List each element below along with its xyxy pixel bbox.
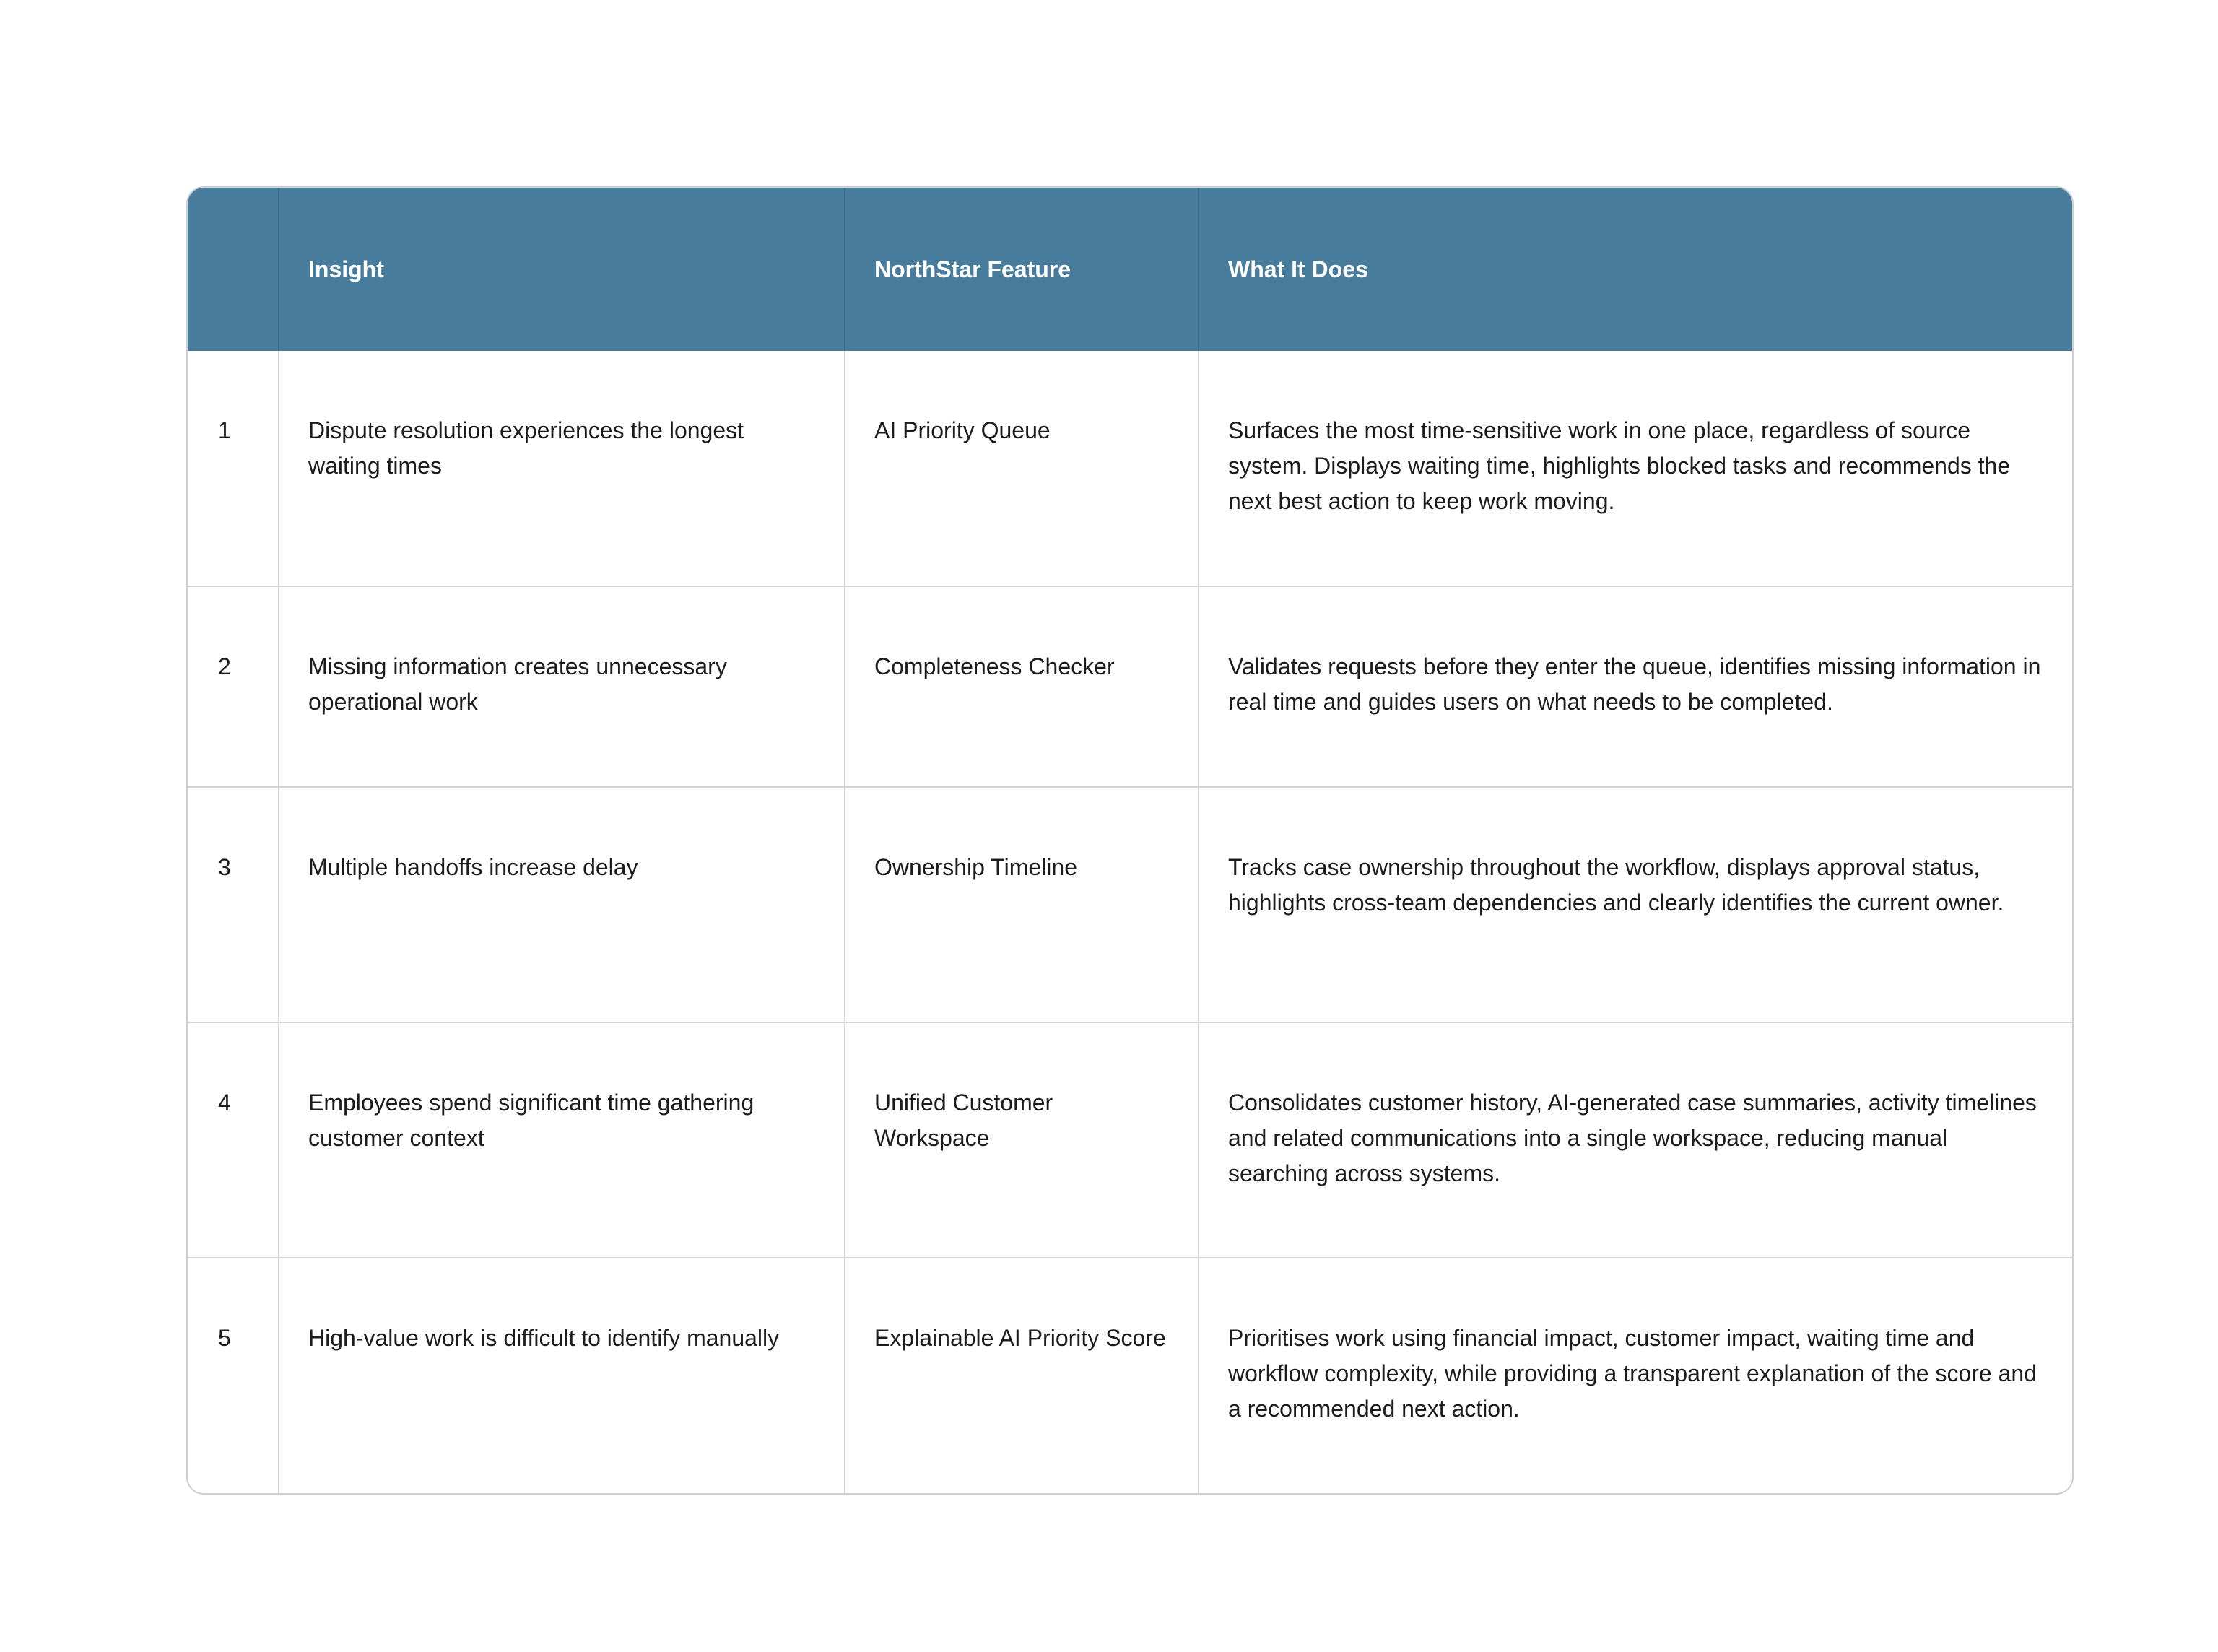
row-number: 1 [218, 417, 231, 443]
description-cell: Validates requests before they enter the queue, identifies missing information in real time and guides users on what needs to be completed. [1199, 586, 2072, 787]
row-number: 2 [188, 586, 279, 787]
description-cell: Surfaces the most time-sensitive work in one place, regardless of source system. Displays waiting time, highlights blocked tasks and recommends the next best action to keep work moving. [1199, 351, 2072, 586]
insight-cell: Multiple handoffs increase delay [279, 787, 845, 1022]
row-number: 4 [188, 1022, 279, 1258]
feature-cell: AI Priority Queue [845, 351, 1199, 586]
table-row [188, 586, 2072, 787]
feature-cell: Completeness Checker [845, 586, 1199, 787]
header-row [188, 188, 2072, 351]
table-row [188, 787, 2072, 1022]
table-row [188, 1258, 2072, 1493]
table-row [188, 351, 2072, 586]
table-body [188, 351, 2072, 1493]
header-what-it-does: What It Does [1199, 188, 2072, 351]
description-cell: Consolidates customer history, AI-generated case summaries, activity timelines and related communications into a single workspace, reducing manual searching across systems. [1199, 1022, 2072, 1258]
description-cell: Tracks case ownership throughout the workflow, displays approval status, highlights cross-team dependencies and clearly identifies the current owner. [1199, 787, 2072, 1022]
insight-cell: Missing information creates unnecessary operational work [279, 586, 845, 787]
header-number [188, 188, 279, 351]
insights-table-container [186, 186, 2074, 1495]
table-row [188, 1022, 2072, 1258]
description-cell: Prioritises work using financial impact, customer impact, waiting time and workflow complexity, while providing a transparent explanation of the score and a recommended next action. [1199, 1258, 2072, 1493]
insights-table [188, 188, 2072, 1493]
header-feature: NorthStar Feature [845, 188, 1199, 351]
header-insight: Insight [279, 188, 845, 351]
insight-cell: High-value work is difficult to identify manually [279, 1258, 845, 1493]
insight-cell: Dispute resolution experiences the longest waiting times [279, 351, 845, 586]
feature-cell: Unified Customer Workspace [845, 1022, 1199, 1258]
row-number: 3 [188, 787, 279, 1022]
table-header [188, 188, 2072, 351]
feature-cell: Ownership Timeline [845, 787, 1199, 1022]
feature-cell: Explainable AI Priority Score [845, 1258, 1199, 1493]
row-number: 5 [188, 1258, 279, 1493]
insight-cell: Employees spend significant time gathering customer context [279, 1022, 845, 1258]
